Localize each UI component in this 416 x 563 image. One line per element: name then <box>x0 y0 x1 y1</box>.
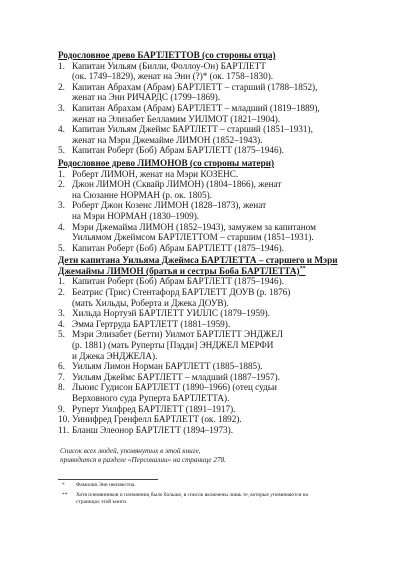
item-number: 3. <box>58 102 65 113</box>
item-number: 5. <box>58 329 65 340</box>
list-item: 10. Уинифред Гренфелл БАРТЛЕТТ (ок. 1892). <box>58 414 242 425</box>
list-item: 5. Мэри Элизабет (Бетти) Уилмот БАРТЛЕТТ ЭНДЖЕЛ (р. 1881) (мать Руперты [Пэдди] ЭНДЖЕЛ МЕРФИ и Джека ЭНДЖЕЛА). <box>58 329 283 361</box>
list-item: 2. Беатрис (Трис) Стентафорд БАРТЛЕТТ ДОУВ (р. 1876) (мать Хильды, Роберта и Джека ДОУВ). <box>58 287 291 308</box>
item-number: 4. <box>58 221 65 232</box>
section-heading: Родословное древо ЛИМОНОВ (со стороны матери) <box>58 157 275 168</box>
list-item: 2. Капитан Абрахам (Абрам) БАРТЛЕТТ – старший (1788–1852), женат на Энн РИЧАРДС (1799–1869). <box>58 81 318 103</box>
item-number: 4. <box>58 318 65 329</box>
item-number: 10. <box>58 414 70 425</box>
item-number: 3. <box>58 200 65 211</box>
item-number: 4. <box>58 124 65 135</box>
item-number: 3. <box>58 308 65 319</box>
item-number: 9. <box>58 403 65 414</box>
list-item: 2. Джон ЛИМОН (Сквайр ЛИМОН) (1804–1866), женат на Сюзанне НОРМАН (р. ок. 1805). <box>58 179 282 200</box>
list-item: 1. Роберт ЛИМОН, женат на Мэри КОЗЕНС. <box>58 168 239 179</box>
genealogy-sections <box>58 50 376 435</box>
item-number: 1. <box>58 276 65 287</box>
person-list <box>58 169 376 254</box>
list-item: 4. Мэри Джемайма ЛИМОН (1852–1943), замужем за капитаном Уильямом Джеймсом БАРТЛЕТТОМ – старшим (1851–1931). <box>58 221 316 243</box>
section-heading: Дети капитана Уильяма Джеймса БАРТЛЕТТА – старшего и Мэри Джемаймы ЛИМОН (братья и сестры Боба БАРТЛЕТТА)** <box>58 255 338 276</box>
section-heading: Родословное древо БАРТЛЕТТОВ (со стороны отца) <box>58 50 276 60</box>
footnote: * Фамилия Энн неизвестна. <box>62 482 136 489</box>
list-item: 3. Хильда Нортуэй БАРТЛЕТТ УИЛЛС (1879–1959). <box>58 308 271 319</box>
item-number: 7. <box>58 371 65 382</box>
list-item: 8. Льюис Гудисон БАРТЛЕТТ (1890–1966) (отец судьи Верховного суда Руперта БАРТЛЕТТА). <box>58 382 277 403</box>
list-item: 5. Капитан Роберт (Боб) Абрам БАРТЛЕТТ (1875–1946). <box>58 145 284 156</box>
list-item: 3. Роберт Джон Козенс ЛИМОН (1828–1873), женат на Мэри НОРМАН (1830–1909). <box>58 200 267 221</box>
item-number: 2. <box>58 287 65 298</box>
item-number: 5. <box>58 242 65 253</box>
item-number: 1. <box>58 168 65 179</box>
list-item: 1. Капитан Роберт (Боб) Абрам БАРТЛЕТТ (1875–1946). <box>58 276 284 287</box>
footnote-marker: ** <box>299 265 306 272</box>
footnote: ** Хотя племянников и племянниц было больше, в список включены лишь те, которые упоминаются на страницах этой книги. <box>62 491 308 505</box>
list-item: 3. Капитан Абрахам (Абрам) БАРТЛЕТТ – младший (1819–1889), женат на Элизабет Белламим УИЛМОТ (1821–1904). <box>58 102 320 124</box>
footnote-mark: ** <box>62 491 68 498</box>
item-number: 11. <box>58 424 70 435</box>
list-item: 4. Капитан Уильям Джеймс БАРТЛЕТТ – старший (1851–1931), женат на Мэри Джемайме ЛИМОН (1852–1943). <box>58 124 313 145</box>
list-item: 1. Капитан Уильям (Билли, Фоллоу-Он) БАРТЛЕТТ (ок. 1749–1829), женат на Энн (?)* (ок. 1758–1830). <box>58 60 274 82</box>
item-number: 8. <box>58 382 65 393</box>
list-item: 6. Уильям Лимон Норман БАРТЛЕТТ (1885–1885). <box>58 361 263 372</box>
footnotes <box>58 482 376 506</box>
item-number: 2. <box>58 179 65 190</box>
footnote-mark: * <box>62 482 65 489</box>
person-list <box>58 276 376 435</box>
footnote-divider <box>58 479 158 480</box>
list-item: 4. Эмма Гертруда БАРТЛЕТТ (1881–1959). <box>58 318 231 329</box>
item-number: 2. <box>58 81 65 92</box>
list-item: 5. Капитан Роберт (Боб) Абрам БАРТЛЕТТ (1875–1946). <box>58 242 284 253</box>
index-note: Список всех людей, упомянутых в этой книге, приводится в разделе «Персоналии» на странице 278. <box>60 447 226 465</box>
item-number: 1. <box>58 60 65 71</box>
list-item: 9. Руперт Уилфред БАРТЛЕТТ (1891–1917). <box>58 403 236 414</box>
list-item: 11. Бланш Элеонор БАРТЛЕТТ (1894–1973). <box>58 424 233 435</box>
item-number: 6. <box>58 361 65 372</box>
list-item: 7. Уильям Джеймс БАРТЛЕТТ – младший (1887–1957). <box>58 371 280 382</box>
item-number: 5. <box>58 145 65 156</box>
person-list <box>58 61 376 156</box>
